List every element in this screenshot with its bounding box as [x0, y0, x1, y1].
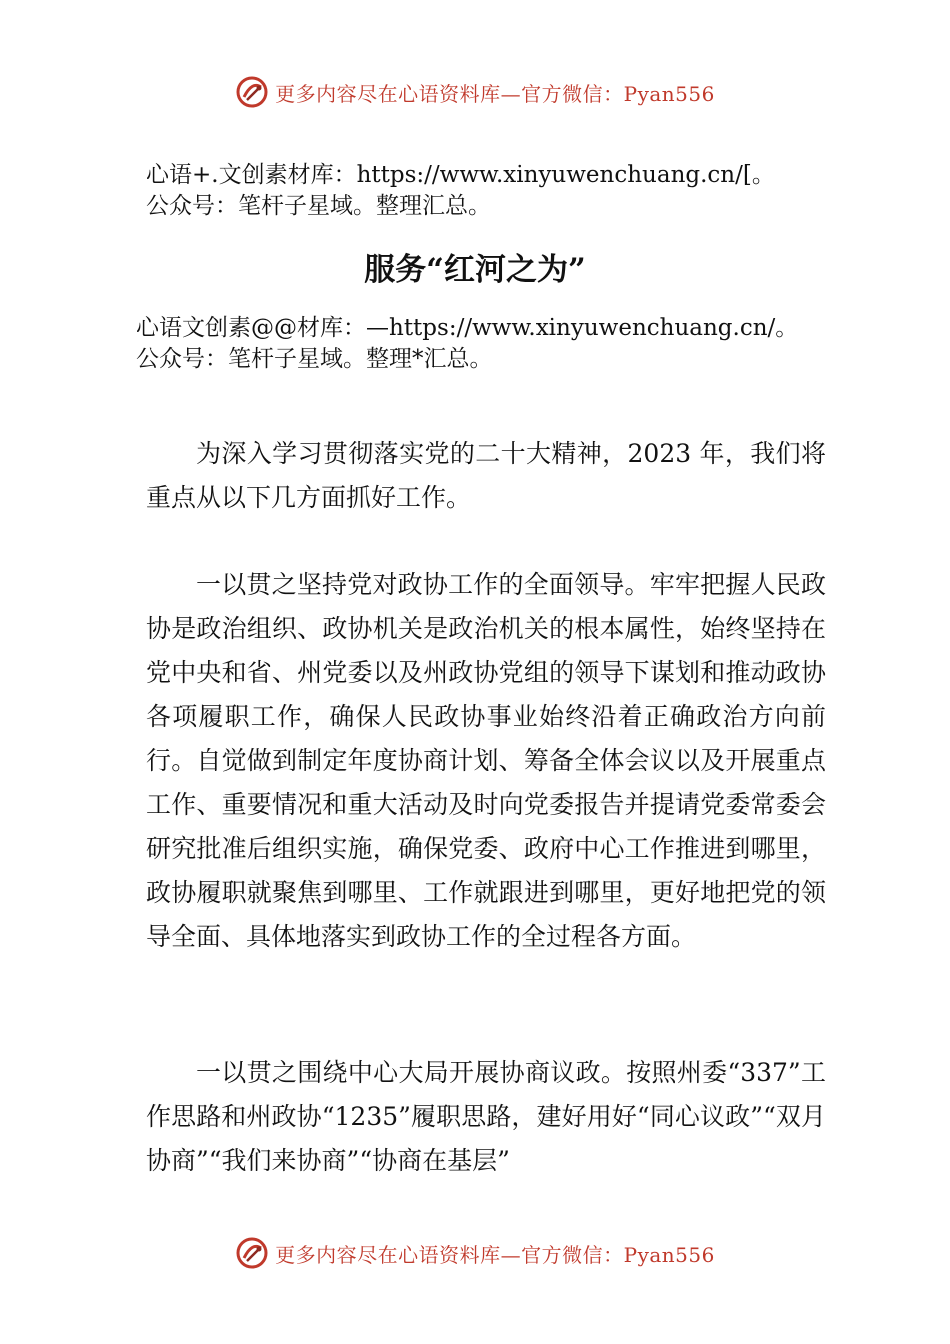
- banner-brand-text: 更多内容尽在心语资料库: [275, 1242, 501, 1267]
- banner-text: [275, 1239, 715, 1268]
- header-watermark-banner: [0, 72, 950, 112]
- body-paragraph-3: [146, 1051, 826, 1183]
- logo-icon: [235, 75, 269, 109]
- footer-watermark-banner: [0, 1233, 950, 1273]
- paragraph-text: 为深入学习贯彻落实党的二十大精神，2023 年，我们将重点从以下几方面抓好工作。: [146, 439, 826, 512]
- banner-wechat-label: 官方微信：: [521, 1242, 624, 1267]
- source-note-top-line1: 心语+.文创素材库：https://www.xinyuwenchuang.cn/[。: [146, 162, 775, 188]
- body-paragraph-1: [146, 432, 826, 520]
- banner-wechat-id: Pyan556: [623, 81, 715, 106]
- source-note-middle-line1: 心语文创素@@材库：—https://www.xinyuwenchuang.cn/。: [136, 315, 799, 341]
- source-note-middle-line2: 公众号：笔杆子星域。整理*汇总。: [136, 346, 493, 372]
- paragraph-text: 一以贯之围绕中心大局开展协商议政。按照州委“337”工作思路和州政协“1235”履职思路，建好用好“同心议政”“双月协商”“我们来协商”“协商在基层”: [146, 1058, 826, 1175]
- banner-brand-text: 更多内容尽在心语资料库: [275, 81, 501, 106]
- source-note-middle: [136, 313, 798, 375]
- source-note-top-line2: 公众号：笔杆子星域。整理汇总。: [146, 193, 491, 219]
- document-title: 服务“红河之为”: [364, 252, 586, 288]
- banner-wechat-label: 官方微信：: [521, 81, 624, 106]
- banner-separator: —: [500, 1242, 522, 1267]
- banner-separator: —: [500, 81, 522, 106]
- logo-icon: [235, 1236, 269, 1270]
- paragraph-text: 一以贯之坚持党对政协工作的全面领导。牢牢把握人民政协是政治组织、政协机关是政治机关的根本属性，始终坚持在党中央和省、州党委以及州政协党组的领导下谋划和推动政协各项履职工作，确保人民政协事业始终沿着正确政治方向前行。自觉做到制定年度协商计划、筹备全体会议以及开展重点工作、重要情况和重大活动及时向党委报告并提请党委常委会研究批准后组织实施，确保党委、政府中心工作推进到哪里，政协履职就聚焦到哪里、工作就跟进到哪里，更好地把党的领导全面、具体地落实到政协工作的全过程各方面。: [146, 570, 826, 951]
- source-note-top: [146, 160, 775, 222]
- banner-text: [275, 78, 715, 107]
- banner-wechat-id: Pyan556: [623, 1242, 715, 1267]
- body-paragraph-2: [146, 563, 826, 959]
